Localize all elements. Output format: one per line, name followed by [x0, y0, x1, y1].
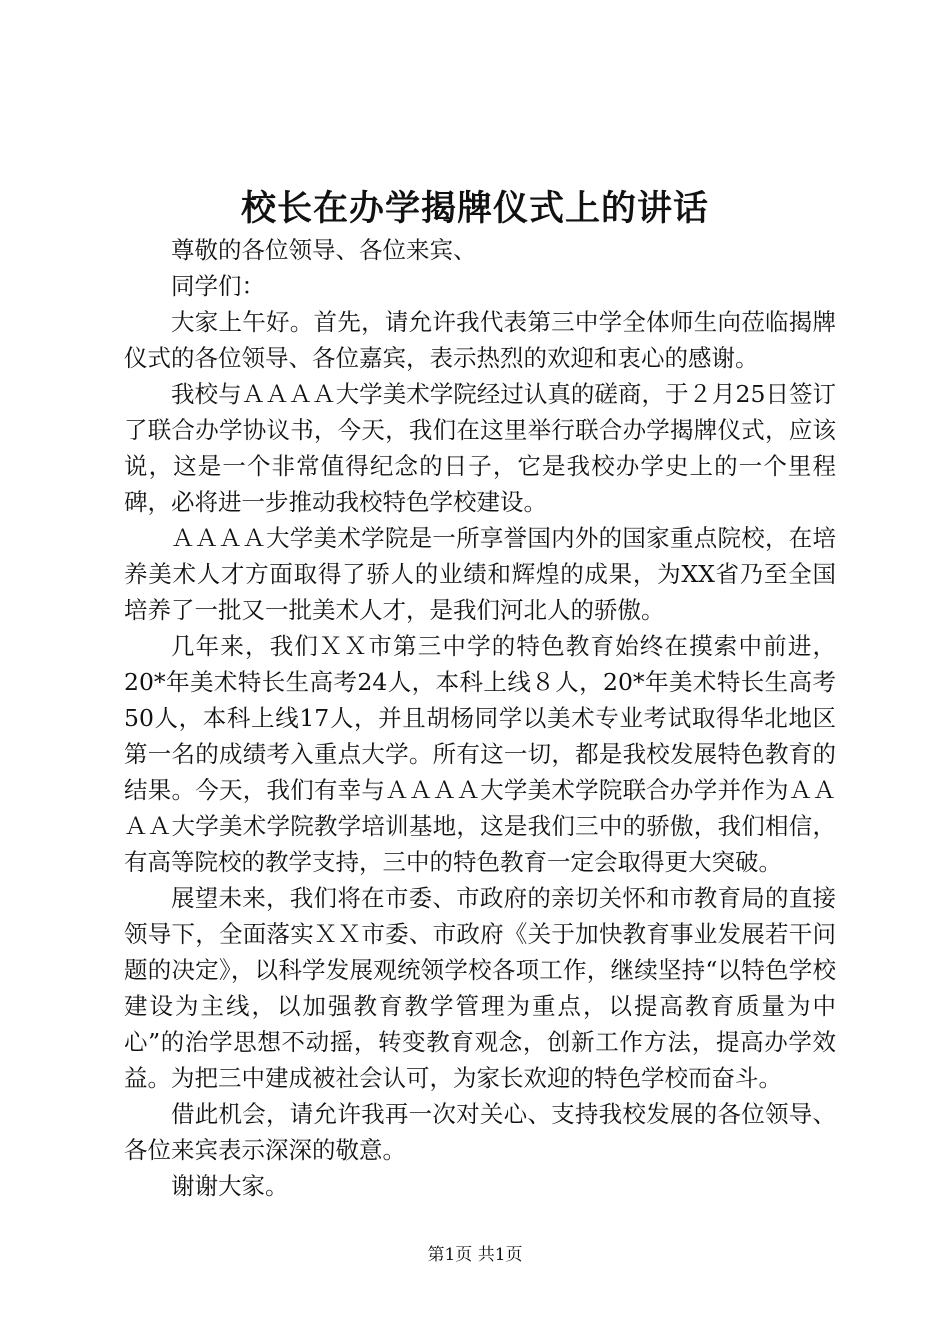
paragraph-greeting: 大家上午好。首先，请允许我代表第三中学全体师生向莅临揭牌仪式的各位领导、各位嘉宾，表示热烈的欢迎和衷心的感谢。	[124, 308, 836, 372]
salutation-line-2: 同学们：	[171, 272, 265, 300]
paragraph-gratitude: 借此机会，请允许我再一次对关心、支持我校发展的各位领导、各位来宾表示深深的敬意。	[124, 1100, 836, 1164]
paragraph-agreement: 我校与ＡＡＡＡ大学美术学院经过认真的磋商，于２月25日签订了联合办学协议书，今天，我们在这里举行联合办学揭牌仪式，应该说，这是一个非常值得纪念的日子，它是我校办学史上的一个里程碑，必将进一步推动我校特色学校建设。	[124, 380, 836, 516]
paragraph-future: 展望未来，我们将在市委、市政府的亲切关怀和市教育局的直接领导下，全面落实ＸＸ市委、市政府《关于加快教育事业发展若干问题的决定》，以科学发展观统领学校各项工作，继续坚持“以特色学校建设为主线，以加强教育教学管理为重点，以提高教育质量为中心”的治学思想不动摇，转变教育观念，创新工作方法，提高办学效益。为把三中建成被社会认可，为家长欢迎的特色学校而奋斗。	[124, 884, 836, 1092]
paragraph-achievements: 几年来，我们ＸＸ市第三中学的特色教育始终在摸索中前进，20*年美术特长生高考24人，本科上线８人，20*年美术特长生高考50人，本科上线17人，并且胡杨同学以美术专业考试取得华北地区第一名的成绩考入重点大学。所有这一切，都是我校发展特色教育的结果。今天，我们有幸与ＡＡＡＡ大学美术学院联合办学并作为ＡＡＡＡ大学美术学院教学培训基地，这是我们三中的骄傲，我们相信，有高等院校的教学支持，三中的特色教育一定会取得更大突破。	[124, 632, 836, 876]
paragraph-academy: ＡＡＡＡ大学美术学院是一所享誉国内外的国家重点院校，在培养美术人才方面取得了骄人的业绩和辉煌的成果，为XX省乃至全国培养了一批又一批美术人才，是我们河北人的骄傲。	[124, 524, 836, 624]
document-body	[124, 232, 836, 1204]
page-footer: 第1页 共1页	[427, 1245, 523, 1265]
document-title: 校长在办学揭牌仪式上的讲话	[240, 188, 709, 229]
closing-thanks: 谢谢大家。	[171, 1172, 289, 1200]
salutation-line-1: 尊敬的各位领导、各位来宾、	[171, 236, 477, 264]
